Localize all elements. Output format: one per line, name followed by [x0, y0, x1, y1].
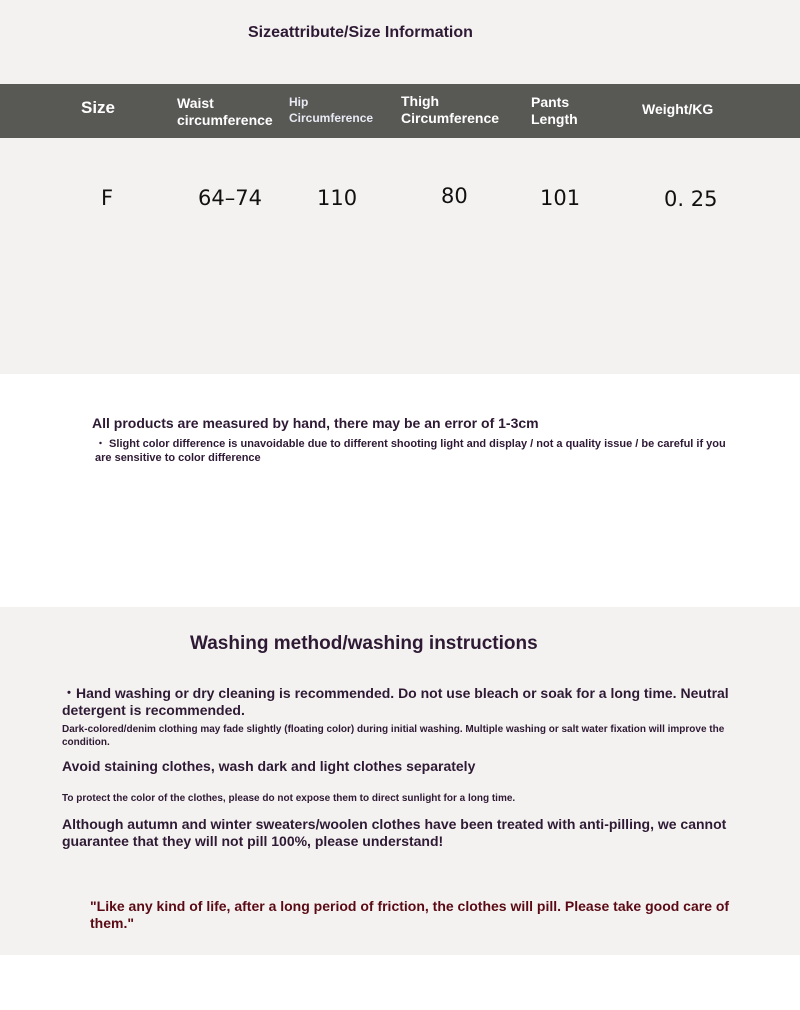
washing-item-separate: Avoid staining clothes, wash dark and light clothes separately: [62, 758, 476, 774]
header-weight: Weight/KG: [642, 101, 714, 117]
size-table-header: [0, 84, 800, 138]
header-waist: Waist circumference: [177, 95, 273, 128]
header-hip: Hip Circumference: [289, 95, 374, 125]
measurement-note: All products are measured by hand, there may be an error of 1-3cm: [92, 415, 539, 431]
color-difference-note: ・ Slight color difference is unavoidable due to different shooting light and display / not a quality issue / be careful if you are sensitive to color difference: [95, 438, 726, 464]
washing-title: Washing method/washing instructions: [190, 633, 538, 654]
cell-size: F: [101, 186, 114, 210]
pilling-quote: "Like any kind of life, after a long period of friction, the clothes will pill. Please take good care of them.": [90, 898, 730, 931]
header-pants-length: Pants Length: [531, 94, 578, 127]
washing-item-dark-denim: Dark-colored/denim clothing may fade slightly (floating color) during initial washing. Multiple washing or salt water fixation will improve the condition.: [62, 724, 725, 748]
cell-waist: 64–74: [198, 186, 262, 210]
size-information-section: [0, 0, 800, 374]
washing-item-hand-wash: ・Hand washing or dry cleaning is recommended. Do not use bleach or soak for a long time. Neutral detergent is recommended.: [62, 685, 729, 718]
size-title: Sizeattribute/Size Information: [248, 24, 473, 41]
washing-item-pilling: Although autumn and winter sweaters/woolen clothes have been treated with anti-pilling, we cannot guarantee that they will not pill 100%, please understand!: [62, 816, 727, 849]
cell-weight: 0. 25: [664, 187, 718, 211]
washing-section: [0, 607, 800, 955]
header-thigh: Thigh Circumference: [401, 93, 500, 126]
washing-item-sunlight: To protect the color of the clothes, please do not expose them to direct sunlight for a long time.: [62, 793, 516, 804]
measurement-note-section: [0, 374, 800, 607]
cell-hip: 110: [317, 186, 358, 210]
header-size: Size: [81, 98, 116, 117]
cell-thigh: 80: [441, 184, 468, 208]
cell-pants-length: 101: [540, 186, 581, 210]
